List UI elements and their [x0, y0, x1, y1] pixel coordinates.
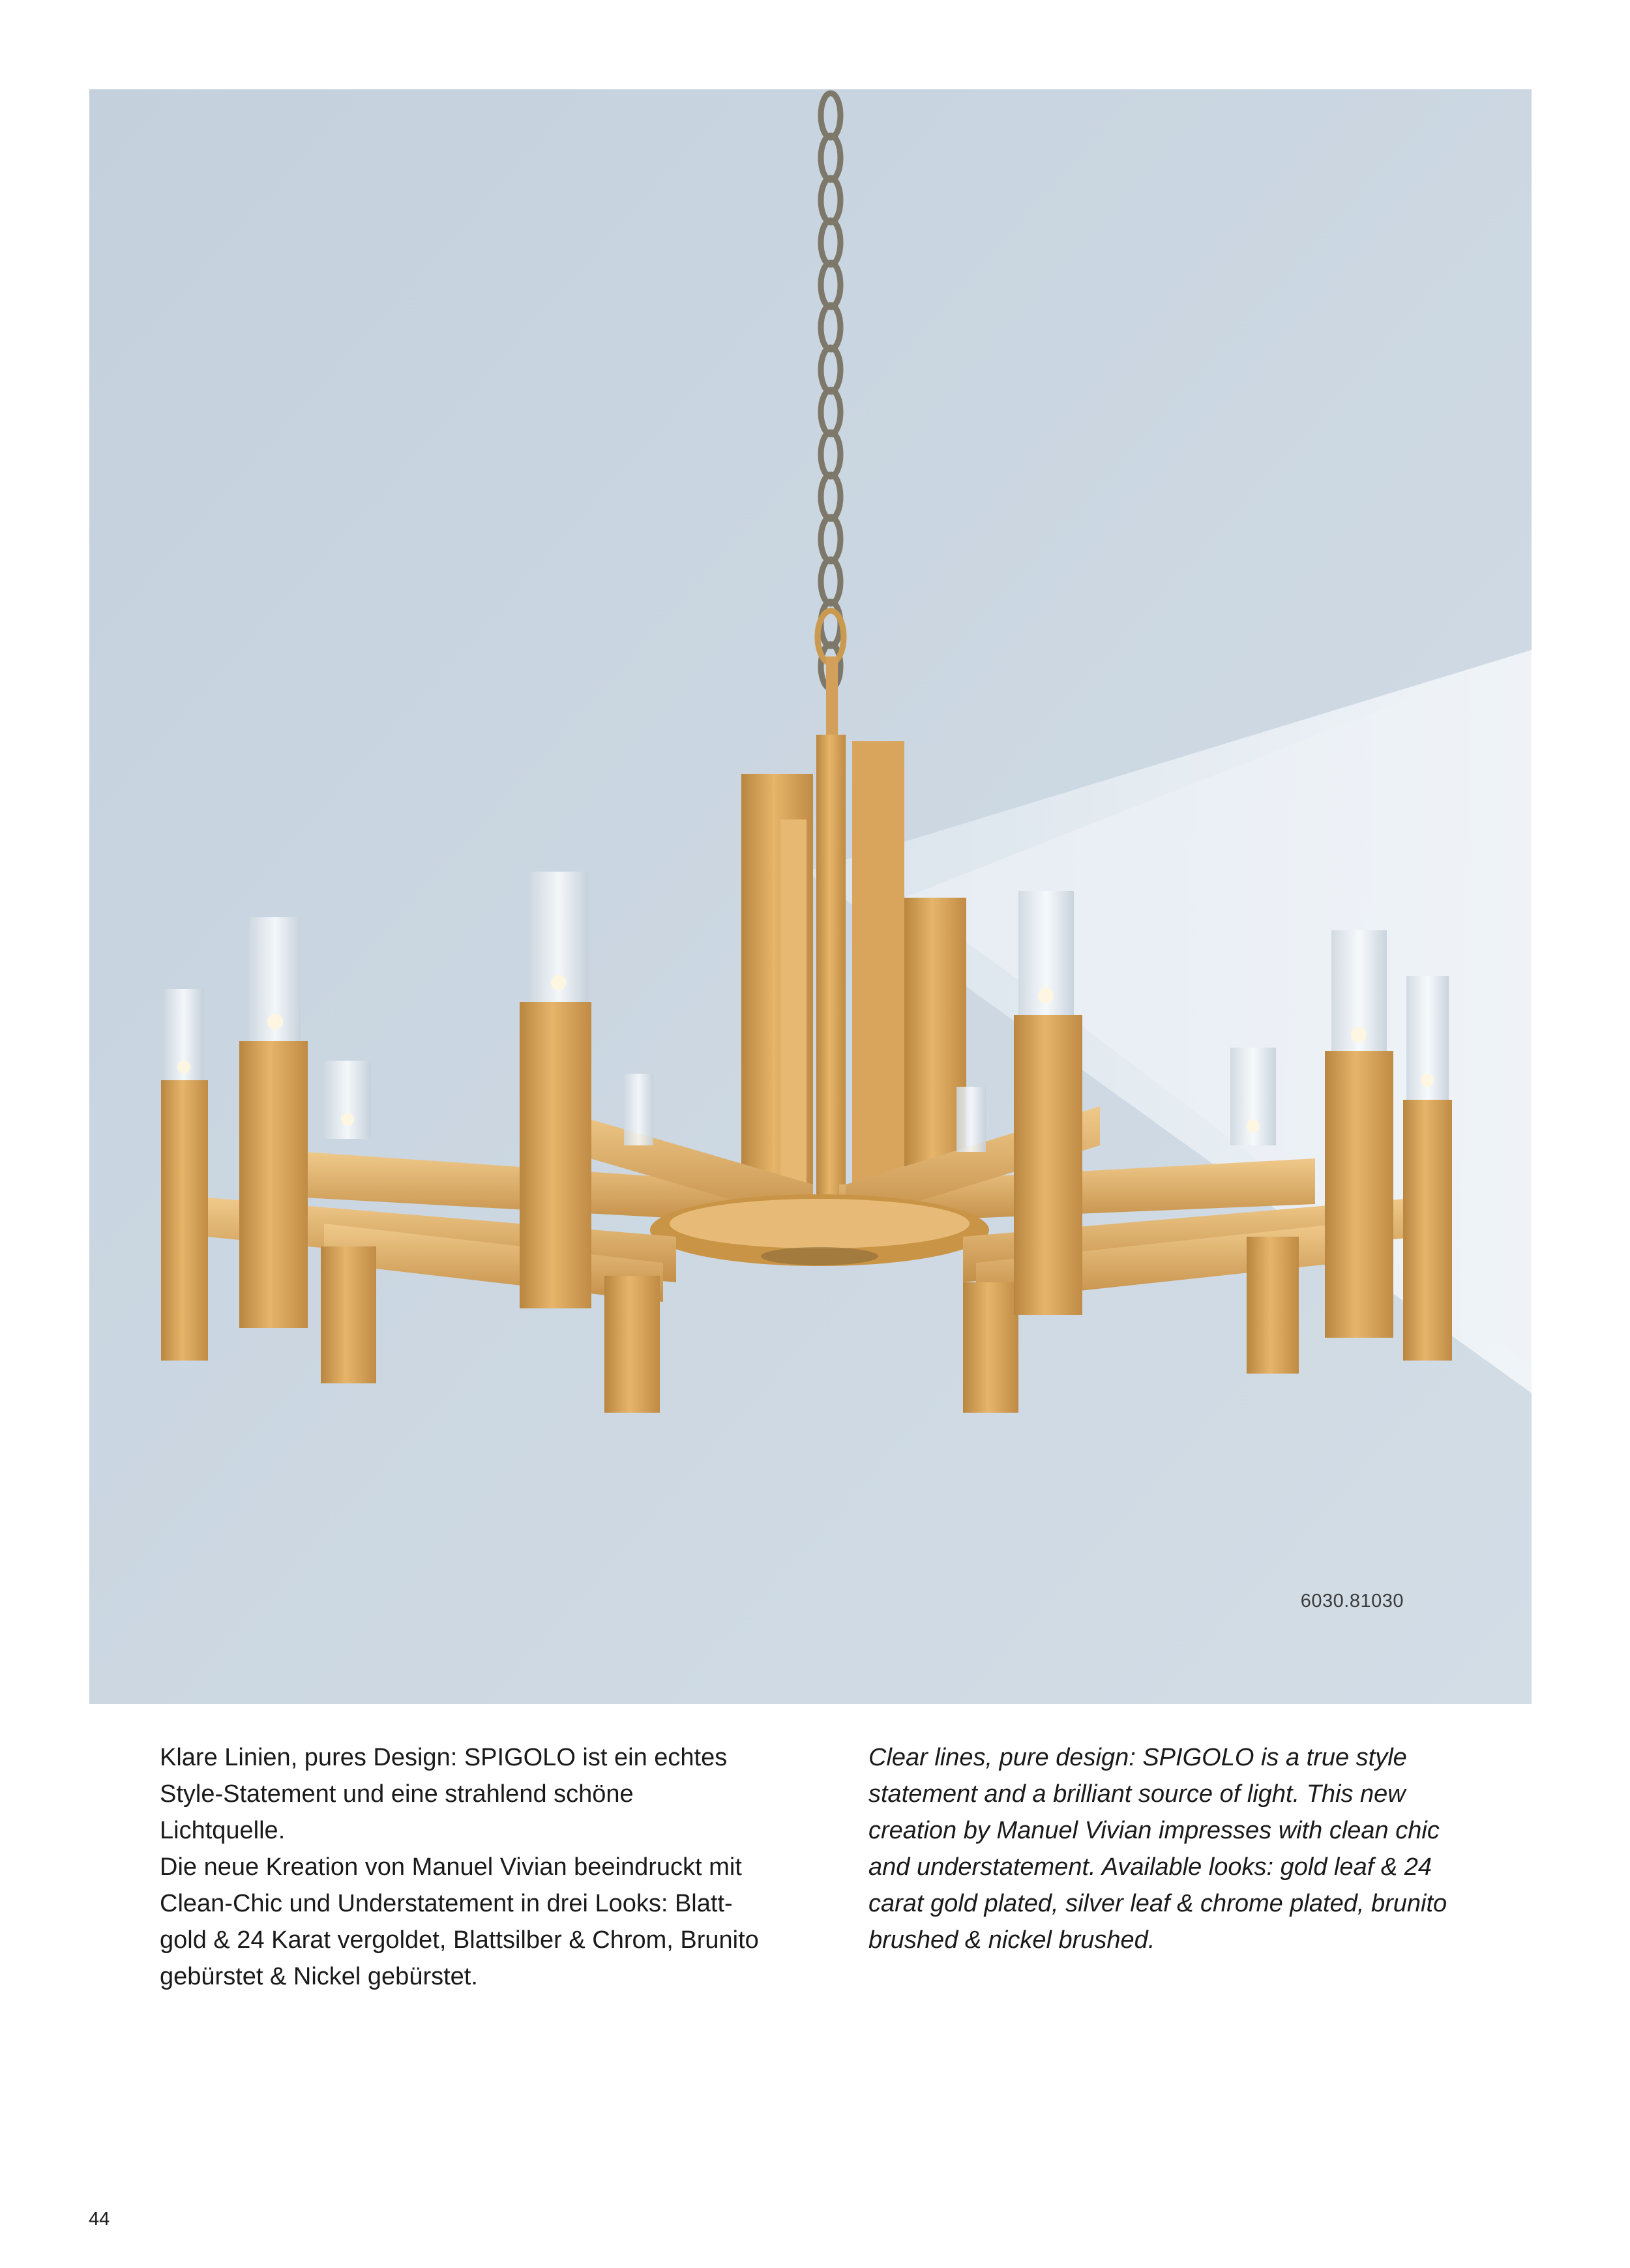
page-number: 44 [89, 2209, 110, 2230]
chandelier-illustration [89, 89, 1532, 1704]
product-code: 6030.81030 [1300, 1591, 1404, 1612]
description-english: Clear lines, pure design: SPIGOLO is a true style statement and a brilliant source of light. This new creation by Manuel Vivian impresses with clean chic and understatement. Available looks: gold leaf & 24 carat gold plated, silver leaf & chrome plated, brunito brushed & nickel brushed. [868, 1744, 1447, 1954]
product-photo [89, 89, 1532, 1704]
description-german: Klare Linien, pures Design: SPIGOLO ist ein echtes Style-Statement und eine strahlend schöne Lichtquelle. Die neue Kreation von Manuel Vivian beeindruckt mit Clean-Chic und Understatement in drei Looks: Blatt- gold & 24 Karat vergoldet, Blattsilber & Chrom, Brunito gebürstet & Nickel gebürstet. [160, 1744, 759, 1990]
